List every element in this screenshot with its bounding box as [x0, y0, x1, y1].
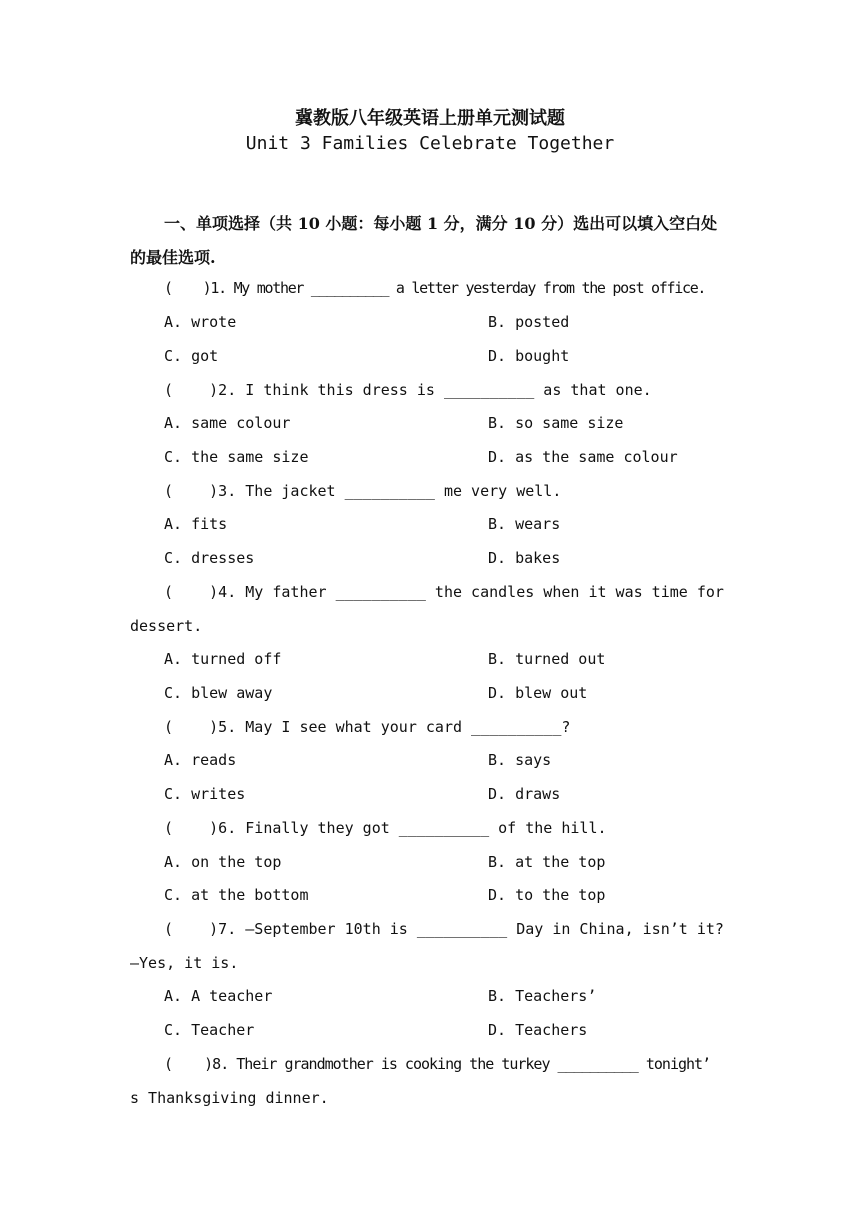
question-4-option-c: C. blew away — [164, 684, 273, 702]
question-3-stem: ( )3. The jacket __________ me very well. — [164, 482, 562, 500]
question-4-option-a: A. turned off — [164, 650, 282, 668]
question-6-option-c: C. at the bottom — [164, 886, 309, 904]
question-2-option-c: C. the same size — [164, 448, 309, 466]
question-8-stem: ( )8. Their grandmother is cooking the turkey __________ tonight’ — [164, 1055, 711, 1073]
question-4-stem-continuation: dessert. — [130, 617, 203, 635]
question-3-option-a: A. fits — [164, 515, 228, 533]
question-7-option-c: C. Teacher — [164, 1021, 255, 1039]
question-2-option-b: B. so same size — [488, 414, 624, 432]
question-2-option-a: A. same colour — [164, 414, 291, 432]
question-1-option-d: D. bought — [488, 347, 570, 365]
question-7-option-a: A. A teacher — [164, 987, 273, 1005]
question-6-option-d: D. to the top — [488, 886, 606, 904]
question-6-option-a: A. on the top — [164, 853, 282, 871]
document-title-cn: 冀教版八年级英语上册单元测试题 — [295, 108, 565, 129]
question-7-option-b: B. Teachers’ — [488, 987, 597, 1005]
question-6-stem: ( )6. Finally they got __________ of the hill. — [164, 819, 607, 837]
question-5-option-c: C. writes — [164, 785, 246, 803]
question-7-stem: ( )7. —September 10th is __________ Day in China, isn’t it? — [164, 920, 724, 938]
question-4-stem: ( )4. My father __________ the candles when it was time for — [164, 583, 724, 601]
section-heading: 一、单项选择（共 10 小题：每小题 1 分，满分 10 分）选出可以填入空白处的最佳选项. — [130, 214, 718, 267]
question-1-stem: ( )1. My mother __________ a letter yesterday from the post office. — [164, 279, 706, 297]
question-5-option-a: A. reads — [164, 751, 237, 769]
question-4-option-b: B. turned out — [488, 650, 606, 668]
question-5-option-d: D. draws — [488, 785, 561, 803]
question-1-option-b: B. posted — [488, 313, 570, 331]
question-1-option-c: C. got — [164, 347, 219, 365]
question-5-option-b: B. says — [488, 751, 552, 769]
question-3-option-d: D. bakes — [488, 549, 561, 567]
question-5-stem: ( )5. May I see what your card __________? — [164, 718, 571, 736]
question-3-option-c: C. dresses — [164, 549, 255, 567]
question-6-option-b: B. at the top — [488, 853, 606, 871]
question-8-stem-continuation: s Thanksgiving dinner. — [130, 1089, 329, 1107]
question-4-option-d: D. blew out — [488, 684, 588, 702]
question-2-option-d: D. as the same colour — [488, 448, 678, 466]
question-3-option-b: B. wears — [488, 515, 561, 533]
question-7-stem-continuation: —Yes, it is. — [130, 954, 239, 972]
question-7-option-d: D. Teachers — [488, 1021, 588, 1039]
document-title-en: Unit 3 Families Celebrate Together — [245, 133, 615, 154]
question-1-option-a: A. wrote — [164, 313, 237, 331]
question-2-stem: ( )2. I think this dress is __________ as that one. — [164, 381, 652, 399]
